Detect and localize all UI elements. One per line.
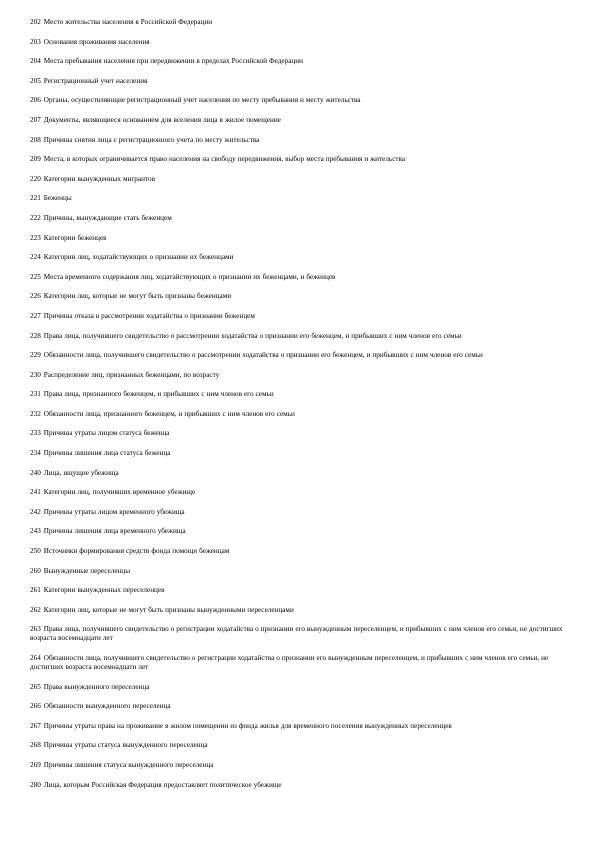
classifier-entry	[30, 625, 570, 643]
entry-code: 233	[30, 429, 41, 438]
entry-code: 240	[30, 468, 41, 477]
classifier-entry	[30, 654, 570, 672]
entry-code: 269	[30, 760, 41, 769]
classifier-entry	[30, 449, 570, 458]
classifier-entry	[30, 469, 570, 478]
entry-code: 250	[30, 547, 41, 556]
entry-code: 221	[30, 194, 41, 203]
entry-title: Источники формирования средств фонда помощи беженцам	[43, 547, 230, 556]
classifier-entry	[30, 567, 570, 576]
classifier-entry	[30, 741, 570, 750]
entry-code: 264	[30, 654, 41, 662]
entry-title: Причины утраты лицом статуса беженца	[43, 429, 170, 438]
entry-code: 204	[30, 57, 41, 66]
classifier-entry	[30, 390, 570, 399]
classifier-entry	[30, 194, 570, 203]
entry-code: 263	[30, 625, 41, 634]
classifier-entry	[30, 547, 570, 556]
entry-title: Документы, являющиеся основанием для вселения лица в жилое помещение	[43, 115, 281, 124]
classifier-entry	[30, 77, 570, 86]
entry-code: 220	[30, 174, 41, 183]
classifier-entry	[30, 136, 570, 145]
entry-code: 207	[30, 115, 41, 124]
classifier-entry	[30, 683, 570, 692]
entry-title: Обязанности вынужденного переселенца	[43, 702, 171, 711]
entry-title: Основания проживания населения	[43, 37, 150, 46]
entry-title: Права лица, признанного беженцем, и прибывших с ним членов его семьи	[43, 390, 274, 399]
classifier-entry	[30, 116, 570, 125]
classifier-entry	[30, 606, 570, 615]
entry-code: 266	[30, 702, 41, 711]
entry-code: 228	[30, 331, 41, 340]
classifier-entry	[30, 332, 570, 341]
entry-code: 226	[30, 292, 41, 301]
entry-title: Категории вынужденных мигрантов	[43, 174, 155, 183]
entry-title: Лица, ищущие убежища	[43, 468, 119, 477]
entry-title: Регистрационный учет населения	[43, 76, 148, 85]
entry-title: Категории беженцев	[43, 233, 107, 242]
entry-code: 265	[30, 682, 41, 691]
entry-code: 225	[30, 272, 41, 281]
entry-code: 223	[30, 233, 41, 242]
entry-title: Права лица, получившего свидетельство о рассмотрении ходатайства о признании его беженцем, и прибывших с ним членов его семьи	[43, 331, 462, 340]
entry-code: 203	[30, 37, 41, 46]
entry-code: 260	[30, 566, 41, 575]
entry-code: 262	[30, 605, 41, 614]
entry-code: 268	[30, 741, 41, 750]
classifier-entry	[30, 234, 570, 243]
entry-code: 241	[30, 488, 41, 497]
entry-title: Причины лишения статуса вынужденного переселенца	[43, 760, 214, 769]
entry-code: 209	[30, 155, 41, 164]
entry-title: Права вынужденного переселенца	[43, 682, 150, 691]
entry-title: Категории вынужденных переселенцев	[43, 586, 165, 595]
classifier-entry	[30, 96, 570, 105]
entry-code: 280	[30, 780, 41, 789]
entry-title: Причины утраты лицом временного убежища	[43, 507, 185, 516]
entry-title: Категории лиц, ходатайствующих о признании их беженцами	[43, 253, 234, 262]
classifier-entry	[30, 761, 570, 770]
classifier-entry-list	[30, 18, 570, 800]
entry-title: Причины отказа в рассмотрении ходатайства о признании беженцем	[43, 311, 255, 320]
classifier-entry	[30, 57, 570, 66]
entry-title: Обязанности лица, получившего свидетельство о рассмотрении ходатайства о признании его беженцем, и прибывших с ним членов его семьи	[43, 351, 483, 360]
entry-title: Обязанности лица, получившего свидетельство о регистрации ходатайства о признании его вынужденным переселенцем, и прибывших с ним членов его семьи, не достигших возраста восемнадцати лет	[30, 654, 549, 671]
entry-title: Причины лишения лица статуса беженца	[43, 449, 171, 458]
classifier-entry	[30, 586, 570, 595]
entry-code: 242	[30, 507, 41, 516]
entry-code: 208	[30, 135, 41, 144]
entry-title: Места пребывания населения при передвижении в пределах Российской Федерации	[43, 57, 303, 66]
classifier-entry	[30, 371, 570, 380]
entry-code: 231	[30, 390, 41, 399]
entry-code: 205	[30, 76, 41, 85]
entry-title: Причины лишения лица временного убежища	[43, 527, 186, 536]
classifier-entry	[30, 722, 570, 731]
entry-code: 267	[30, 721, 41, 730]
classifier-entry	[30, 214, 570, 223]
entry-title: Лица, которым Российская Федерация предоставляет политическое убежище	[43, 780, 282, 789]
entry-code: 261	[30, 586, 41, 595]
entry-code: 232	[30, 409, 41, 418]
entry-code: 229	[30, 351, 41, 360]
classifier-entry	[30, 155, 570, 164]
entry-title: Категории лиц, получивших временное убежище	[43, 488, 196, 497]
entry-code: 206	[30, 96, 41, 105]
entry-title: Место жительства населения в Российской Федерации	[43, 18, 213, 26]
entry-code: 222	[30, 213, 41, 222]
entry-code: 224	[30, 253, 41, 262]
entry-title: Беженцы	[43, 194, 72, 203]
entry-title: Причины утраты статуса вынужденного переселенца	[43, 741, 208, 750]
entry-title: Места временного содержания лиц, ходатайствующих о признании их беженцами, и беженцев	[43, 272, 336, 281]
classifier-entry	[30, 38, 570, 47]
entry-title: Права лица, получившего свидетельство о регистрации ходатайства о признании его вынужденным переселенцем, и прибывших с ним членов его семьи, не достигших возраста восемнадцати лет	[30, 625, 563, 643]
entry-title: Категории лиц, которые не могут быть признаны беженцами	[43, 292, 232, 301]
classifier-entry	[30, 702, 570, 711]
classifier-entry	[30, 429, 570, 438]
entry-code: 243	[30, 527, 41, 536]
classifier-entry	[30, 253, 570, 262]
classifier-entry	[30, 18, 570, 27]
entry-title: Причины снятия лица с регистрационного учета по месту жительства	[43, 135, 260, 144]
entry-code: 234	[30, 449, 41, 458]
entry-code: 227	[30, 311, 41, 320]
classifier-entry	[30, 292, 570, 301]
classifier-entry	[30, 273, 570, 282]
entry-code: 202	[30, 18, 41, 26]
entry-title: Причины утраты права на проживание в жилом помещении из фонда жилья для временного поселения вынужденных переселенцев	[43, 721, 452, 730]
classifier-entry	[30, 488, 570, 497]
entry-title: Распределение лиц, признанных беженцами, по возрасту	[43, 370, 220, 379]
entry-title: Вынужденные переселенцы	[43, 566, 131, 575]
classifier-entry	[30, 410, 570, 419]
classifier-entry	[30, 527, 570, 536]
entry-title: Причины, вынуждающие стать беженцем	[43, 213, 172, 222]
entry-title: Обязанности лица, признанного беженцем, и прибывших с ним членов его семьи	[43, 409, 295, 418]
classifier-entry	[30, 351, 570, 360]
classifier-entry	[30, 312, 570, 321]
classifier-entry	[30, 175, 570, 184]
entry-title: Места, в которых ограничивается право населения на свободу передвижения, выбор места пребывания и жительства	[43, 155, 406, 164]
entry-code: 230	[30, 370, 41, 379]
classifier-entry	[30, 508, 570, 517]
classifier-entry	[30, 781, 570, 790]
entry-title: Категории лиц, которые не могут быть признаны вынужденными переселенцами	[43, 605, 294, 614]
entry-title: Органы, осуществляющие регистрационный учет населения по месту пребывания и месту жительства	[43, 96, 361, 105]
